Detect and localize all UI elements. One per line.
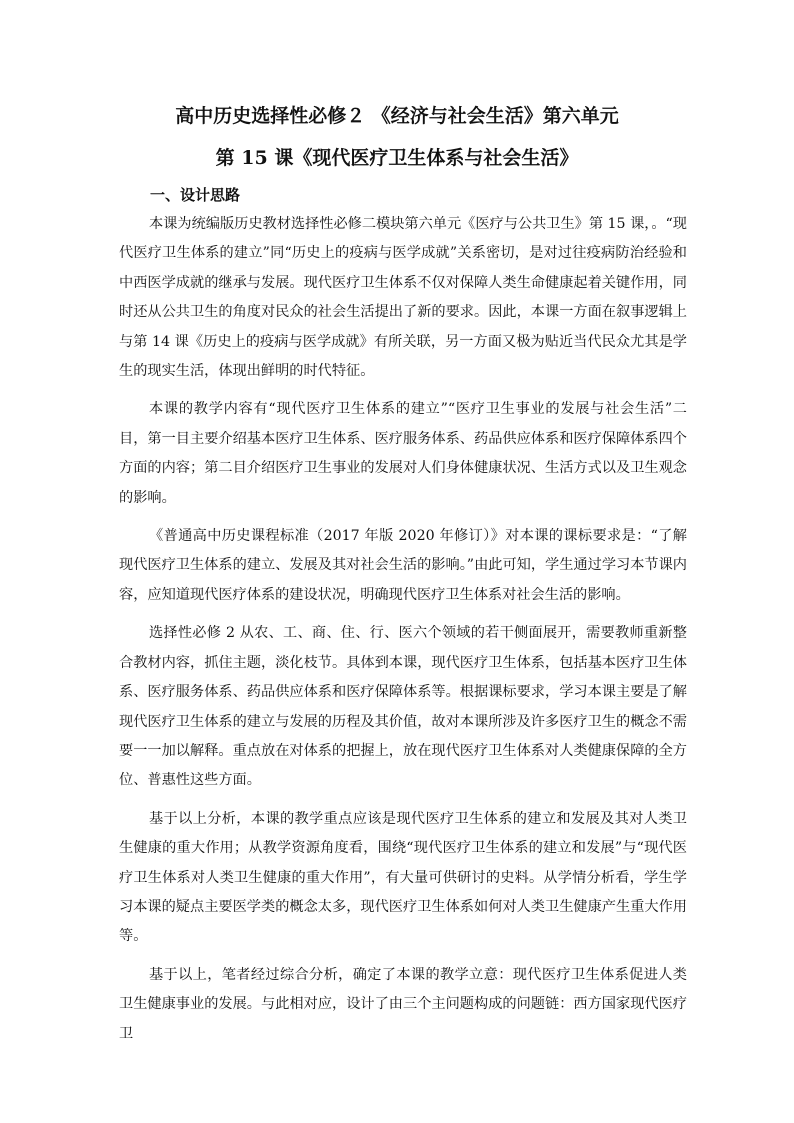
document-title: 高中历史选择性必修２ 《经济与社会生活》第六单元: [175, 105, 619, 127]
paragraph: 《普通高中历史课程标准（2017 年版 2020 年修订）》对本课的课标要求是：“了解现代医疗卫生体系的建立、发展及其对社会生活的影响。”由此可知，学生通过学习本节课内容，应知道现代医疗体系的建设状况，明确现代医疗卫生体系对社会生活的影响。: [119, 528, 687, 603]
body-text: [119, 210, 687, 1058]
paragraph: 基于以上分析，本课的教学重点应该是现代医疗卫生体系的建立和发展及其对人类卫生健康的重大作用；从教学资源角度看，围绕“现代医疗卫生体系的建立和发展”与“现代医疗卫生体系对人类卫生健康的重大作用”，有大量可供研讨的史料。从学情分析看，学生学习本课的疑点主要医学类的概念太多，现代医疗卫生体系如何对人类卫生健康产生重大作用等。: [119, 810, 687, 945]
paragraph: 本课的教学内容有“现代医疗卫生体系的建立”“医疗卫生事业的发展与社会生活”二目，第一目主要介绍基本医疗卫生体系、医疗服务体系、药品供应体系和医疗保障体系四个方面的内容；第二目介绍医疗卫生事业的发展对人们身体健康状况、生活方式以及卫生观念的影响。: [119, 401, 687, 506]
paragraph: 本课为统编版历史教材选择性必修二模块第六单元《医疗与公共卫生》第 15 课，。“现代医疗卫生体系的建立”同“历史上的疫病与医学成就”关系密切，是对过往疫病防治经验和中西医学成就的继承与发展。现代医疗卫生体系不仅对保障人类生命健康起着关键作用，同时还从公共卫生的角度对民众的社会生活提出了新的要求。因此，本课一方面在叙事逻辑上与第 14 课《历史上的疫病与医学成就》有所关联，另一方面又极为贴近当代民众尤其是学生的现实生活，体现出鲜明的时代特征。: [119, 216, 687, 380]
paragraph: 基于以上，笔者经过综合分析，确定了本课的教学立意：现代医疗卫生体系促进人类卫生健康事业的发展。与此相对应，设计了由三个主问题构成的问题链：西方国家现代医疗卫: [119, 966, 687, 1042]
section-heading: 一、设计思路: [150, 186, 241, 204]
lesson-title: 第 15 课《现代医疗卫生体系与社会生活》: [215, 147, 579, 169]
paragraph: 选择性必修 2 从农、工、商、住、行、医六个领域的若干侧面展开，需要教师重新整合教材内容，抓住主题，淡化枝节。具体到本课，现代医疗卫生体系，包括基本医疗卫生体系、医疗服务体系、药品供应体系和医疗保障体系等。根据课标要求，学习本课主要是了解现代医疗卫生体系的建立与发展的历程及其价值，故对本课所涉及许多医疗卫生的概念不需要一一加以解释。重点放在对体系的把握上，放在现代医疗卫生体系对人类健康保障的全方位、普惠性这些方面。: [119, 625, 687, 789]
